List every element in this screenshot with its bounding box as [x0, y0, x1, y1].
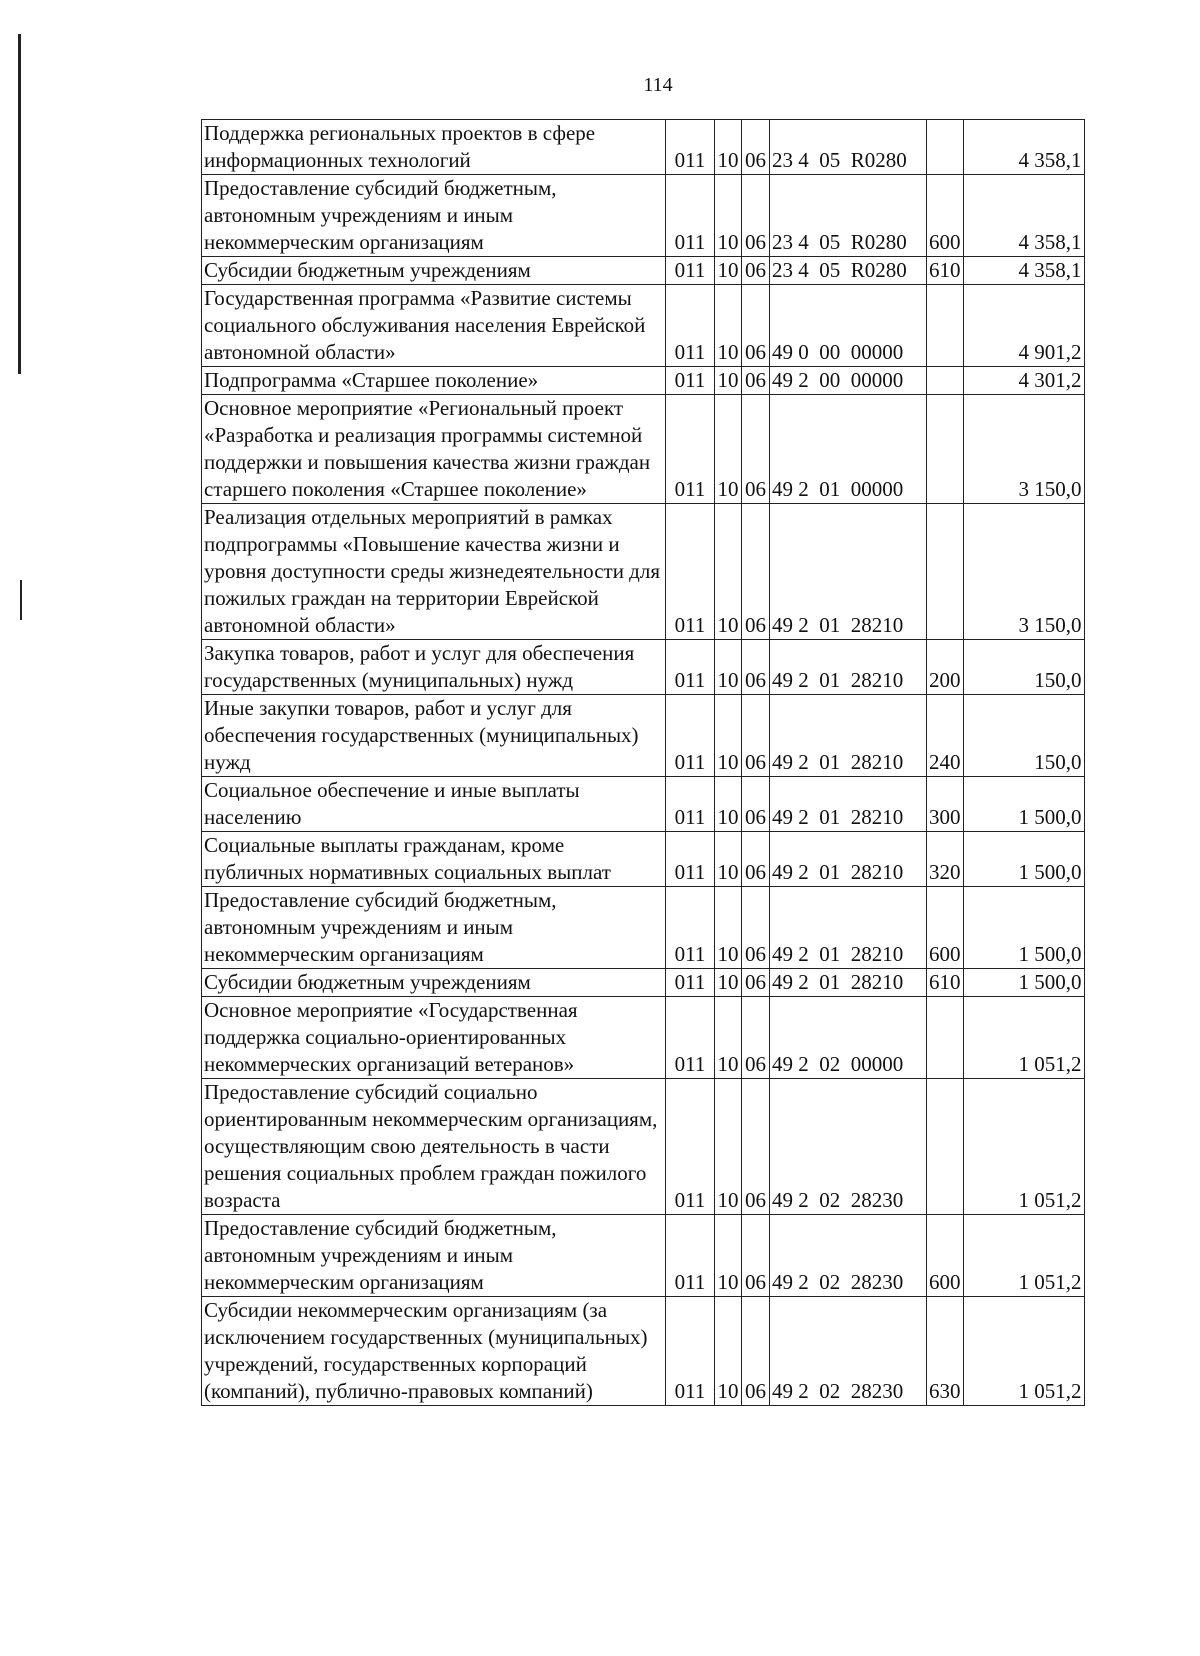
- ministry-code: 011: [666, 1297, 715, 1406]
- subsection-code: 06: [742, 969, 770, 997]
- section-code: 10: [715, 285, 742, 367]
- expense-type-code: 320: [927, 832, 964, 887]
- section-code: 10: [715, 832, 742, 887]
- section-code: 10: [715, 120, 742, 175]
- ministry-code: 011: [666, 1079, 715, 1215]
- ministry-code: 011: [666, 1215, 715, 1297]
- target-article-code: 49 2 01 28210: [770, 887, 927, 969]
- table-row: [202, 832, 1085, 887]
- row-name: Реализация отдельных мероприятий в рамках подпрограммы «Повышение качества жизни и уровня доступности среды жизнедеятельности для пожилых граждан на территории Еврейской автономной области»: [202, 504, 666, 640]
- subsection-code: 06: [742, 257, 770, 285]
- section-code: 10: [715, 175, 742, 257]
- ministry-code: 011: [666, 367, 715, 395]
- section-code: 10: [715, 1215, 742, 1297]
- expense-type-code: [927, 395, 964, 504]
- amount: 1 500,0: [963, 887, 1084, 969]
- row-name: Субсидии бюджетным учреждениям: [202, 257, 666, 285]
- target-article-code: 49 2 01 28210: [770, 695, 927, 777]
- expense-type-code: [927, 285, 964, 367]
- subsection-code: 06: [742, 367, 770, 395]
- subsection-code: 06: [742, 504, 770, 640]
- ministry-code: 011: [666, 120, 715, 175]
- table-row: [202, 1215, 1085, 1297]
- expense-type-code: 300: [927, 777, 964, 832]
- ministry-code: 011: [666, 997, 715, 1079]
- row-name: Социальные выплаты гражданам, кроме публичных нормативных социальных выплат: [202, 832, 666, 887]
- expense-type-code: [927, 1079, 964, 1215]
- section-code: 10: [715, 997, 742, 1079]
- target-article-code: 23 4 05 R0280: [770, 257, 927, 285]
- amount: 4 301,2: [963, 367, 1084, 395]
- section-code: 10: [715, 395, 742, 504]
- target-article-code: 49 2 01 00000: [770, 395, 927, 504]
- row-name: Субсидии бюджетным учреждениям: [202, 969, 666, 997]
- amount: 1 051,2: [963, 1079, 1084, 1215]
- page-number: 114: [643, 74, 673, 96]
- section-code: 10: [715, 257, 742, 285]
- ministry-code: 011: [666, 695, 715, 777]
- subsection-code: 06: [742, 1297, 770, 1406]
- table-row: [202, 120, 1085, 175]
- amount: 1 500,0: [963, 969, 1084, 997]
- expense-type-code: 610: [927, 257, 964, 285]
- target-article-code: 49 2 02 28230: [770, 1215, 927, 1297]
- amount: 4 358,1: [963, 175, 1084, 257]
- target-article-code: 49 2 00 00000: [770, 367, 927, 395]
- budget-table: [201, 119, 1085, 1406]
- row-name: Подпрограмма «Старшее поколение»: [202, 367, 666, 395]
- target-article-code: 49 2 02 28230: [770, 1297, 927, 1406]
- section-code: 10: [715, 640, 742, 695]
- ministry-code: 011: [666, 257, 715, 285]
- table-row: [202, 640, 1085, 695]
- table-row: [202, 1297, 1085, 1406]
- subsection-code: 06: [742, 120, 770, 175]
- section-code: 10: [715, 777, 742, 832]
- amount: 4 901,2: [963, 285, 1084, 367]
- ministry-code: 011: [666, 832, 715, 887]
- table-row: [202, 887, 1085, 969]
- table-row: [202, 969, 1085, 997]
- table-row: [202, 504, 1085, 640]
- subsection-code: 06: [742, 1079, 770, 1215]
- expense-type-code: 600: [927, 175, 964, 257]
- table-row: [202, 285, 1085, 367]
- subsection-code: 06: [742, 777, 770, 832]
- ministry-code: 011: [666, 640, 715, 695]
- target-article-code: 49 2 01 28210: [770, 640, 927, 695]
- section-code: 10: [715, 695, 742, 777]
- amount: 1 051,2: [963, 1215, 1084, 1297]
- section-code: 10: [715, 504, 742, 640]
- subsection-code: 06: [742, 395, 770, 504]
- row-name: Предоставление субсидий социально ориентированным некоммерческим организациям, осуществляющим свою деятельность в части решения социальных проблем граждан пожилого возраста: [202, 1079, 666, 1215]
- row-name: Поддержка региональных проектов в сфере информационных технологий: [202, 120, 666, 175]
- expense-type-code: 200: [927, 640, 964, 695]
- target-article-code: 49 0 00 00000: [770, 285, 927, 367]
- target-article-code: 49 2 02 00000: [770, 997, 927, 1079]
- section-code: 10: [715, 969, 742, 997]
- expense-type-code: 240: [927, 695, 964, 777]
- subsection-code: 06: [742, 887, 770, 969]
- target-article-code: 49 2 01 28210: [770, 504, 927, 640]
- table-row: [202, 695, 1085, 777]
- table-row: [202, 175, 1085, 257]
- table-row: [202, 395, 1085, 504]
- row-name: Социальное обеспечение и иные выплаты населению: [202, 777, 666, 832]
- expense-type-code: 600: [927, 1215, 964, 1297]
- row-name: Основное мероприятие «Государственная поддержка социально-ориентированных некоммерческих организаций ветеранов»: [202, 997, 666, 1079]
- amount: 3 150,0: [963, 395, 1084, 504]
- amount: 150,0: [963, 640, 1084, 695]
- amount: 150,0: [963, 695, 1084, 777]
- subsection-code: 06: [742, 997, 770, 1079]
- amount: 1 500,0: [963, 777, 1084, 832]
- target-article-code: 49 2 01 28210: [770, 832, 927, 887]
- table-row: [202, 1079, 1085, 1215]
- expense-type-code: [927, 367, 964, 395]
- row-name: Государственная программа «Развитие системы социального обслуживания населения Еврейской автономной области»: [202, 285, 666, 367]
- target-article-code: 49 2 01 28210: [770, 969, 927, 997]
- row-name: Предоставление субсидий бюджетным, автономным учреждениям и иным некоммерческим организациям: [202, 887, 666, 969]
- amount: 4 358,1: [963, 257, 1084, 285]
- target-article-code: 23 4 05 R0280: [770, 175, 927, 257]
- ministry-code: 011: [666, 504, 715, 640]
- expense-type-code: [927, 504, 964, 640]
- section-code: 10: [715, 887, 742, 969]
- subsection-code: 06: [742, 1215, 770, 1297]
- subsection-code: 06: [742, 640, 770, 695]
- target-article-code: 49 2 01 28210: [770, 777, 927, 832]
- ministry-code: 011: [666, 395, 715, 504]
- row-name: Предоставление субсидий бюджетным, автономным учреждениям и иным некоммерческим организациям: [202, 1215, 666, 1297]
- ministry-code: 011: [666, 969, 715, 997]
- table-row: [202, 997, 1085, 1079]
- subsection-code: 06: [742, 285, 770, 367]
- ministry-code: 011: [666, 777, 715, 832]
- ministry-code: 011: [666, 285, 715, 367]
- row-name: Основное мероприятие «Региональный проект «Разработка и реализация программы системной поддержки и повышения качества жизни граждан старшего поколения «Старшее поколение»: [202, 395, 666, 504]
- row-name: Субсидии некоммерческим организациям (за исключением государственных (муниципальных) учреждений, государственных корпораций (компаний), публично-правовых компаний): [202, 1297, 666, 1406]
- table-row: [202, 777, 1085, 832]
- target-article-code: 49 2 02 28230: [770, 1079, 927, 1215]
- expense-type-code: 630: [927, 1297, 964, 1406]
- expense-type-code: [927, 120, 964, 175]
- row-name: Иные закупки товаров, работ и услуг для обеспечения государственных (муниципальных) нужд: [202, 695, 666, 777]
- scan-edge-dash: [20, 580, 22, 620]
- amount: 4 358,1: [963, 120, 1084, 175]
- row-name: Закупка товаров, работ и услуг для обеспечения государственных (муниципальных) нужд: [202, 640, 666, 695]
- target-article-code: 23 4 05 R0280: [770, 120, 927, 175]
- table-row: [202, 257, 1085, 285]
- expense-type-code: [927, 997, 964, 1079]
- section-code: 10: [715, 1297, 742, 1406]
- expense-type-code: 600: [927, 887, 964, 969]
- ministry-code: 011: [666, 175, 715, 257]
- ministry-code: 011: [666, 887, 715, 969]
- amount: 1 051,2: [963, 1297, 1084, 1406]
- table-row: [202, 367, 1085, 395]
- budget-table-body: [202, 120, 1085, 1406]
- expense-type-code: 610: [927, 969, 964, 997]
- amount: 3 150,0: [963, 504, 1084, 640]
- row-name: Предоставление субсидий бюджетным, автономным учреждениям и иным некоммерческим организациям: [202, 175, 666, 257]
- amount: 1 500,0: [963, 832, 1084, 887]
- amount: 1 051,2: [963, 997, 1084, 1079]
- section-code: 10: [715, 367, 742, 395]
- subsection-code: 06: [742, 695, 770, 777]
- subsection-code: 06: [742, 832, 770, 887]
- section-code: 10: [715, 1079, 742, 1215]
- subsection-code: 06: [742, 175, 770, 257]
